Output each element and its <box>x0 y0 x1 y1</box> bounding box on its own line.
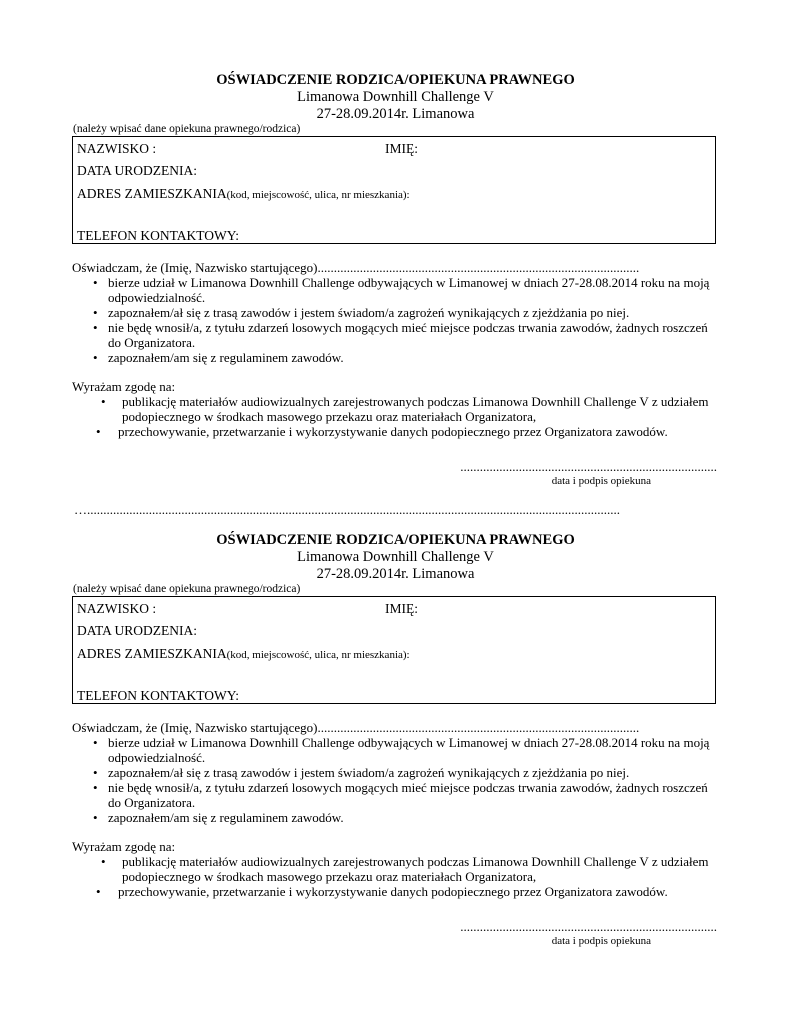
list-item: • publikację materiałów audiowizualnych zarejestrowanych podczas Limanowa Downhill Challenge V z udziałem podopiecznego w środkach masowego przekazu oraz materiałach Organizatora, <box>101 394 709 424</box>
event-name: Limanowa Downhill Challenge V <box>297 89 494 105</box>
declaration-intro: Oświadczam, że (Imię, Nazwisko startującego)................................................................................................... <box>72 720 640 735</box>
phone-label: TELEFON KONTAKTOWY: <box>77 228 240 243</box>
declaration-section <box>72 720 719 899</box>
address-hint: (kod, miejscowość, ulica, nr mieszkania): <box>226 649 410 661</box>
birth-date-label: DATA URODZENIA: <box>77 623 198 638</box>
list-item: • bierze udział w Limanowa Downhill Challenge odbywających w Limanowej w dniach 27-28.08.2014 roku na moją odpowiedzialność. <box>93 275 710 305</box>
consent-section <box>72 379 719 439</box>
signature-block <box>72 459 719 493</box>
list-item: • przechowywanie, przetwarzanie i wykorzystywanie danych podopiecznego przez Organizatora zawodów. <box>96 884 668 899</box>
event-name: Limanowa Downhill Challenge V <box>297 549 494 565</box>
name-label: IMIĘ: <box>385 141 418 156</box>
list-item: • zapoznałem/am się z regulaminem zawodów. <box>93 810 344 825</box>
consent-intro: Wyrażam zgodę na: <box>72 379 176 394</box>
consent-section <box>72 839 719 899</box>
signature-line: ............................................................................... <box>460 919 717 934</box>
form-title: OŚWIADCZENIE RODZICA/OPIEKUNA PRAWNEGO <box>216 72 575 88</box>
guardian-data-box <box>72 136 716 244</box>
list-item: • publikację materiałów audiowizualnych zarejestrowanych podczas Limanowa Downhill Challenge V z udziałem podopiecznego w środkach masowego przekazu oraz materiałach Organizatora, <box>101 854 709 884</box>
address-label: ADRES ZAMIESZKANIA(kod, miejscowość, ulica, nr mieszkania): <box>77 646 410 661</box>
declaration-list <box>72 735 719 825</box>
consent-intro: Wyrażam zgodę na: <box>72 839 176 854</box>
event-date-place: 27-28.09.2014r. Limanowa <box>316 106 475 122</box>
list-item: • nie będę wnosił/a, z tytułu zdarzeń losowych mogących mieć miejsce podczas trwania zawodów, żadnych roszczeń do Organizatora. <box>93 780 708 810</box>
list-item: • zapoznałem/ał się z trasą zawodów i jestem świadom/a zagrożeń wynikających z zjeżdżania po niej. <box>93 765 630 780</box>
declaration-form-2 <box>72 532 719 953</box>
birth-date-label: DATA URODZENIA: <box>77 163 198 178</box>
form-title: OŚWIADCZENIE RODZICA/OPIEKUNA PRAWNEGO <box>216 532 575 548</box>
consent-list <box>72 394 719 439</box>
signature-block <box>72 919 719 953</box>
consent-list <box>72 854 719 899</box>
guardian-note: (należy wpisać dane opiekuna prawnego/rodzica) <box>73 583 301 595</box>
address-label: ADRES ZAMIESZKANIA(kod, miejscowość, ulica, nr mieszkania): <box>77 186 410 201</box>
signature-caption: data i podpis opiekuna <box>551 935 651 947</box>
signature-caption: data i podpis opiekuna <box>551 475 651 487</box>
surname-label: NAZWISKO : <box>77 601 157 616</box>
signature-line: ............................................................................... <box>460 459 717 474</box>
address-hint: (kod, miejscowość, ulica, nr mieszkania): <box>226 189 410 201</box>
declaration-intro: Oświadczam, że (Imię, Nazwisko startującego)................................................................................................... <box>72 260 640 275</box>
declaration-section <box>72 260 719 439</box>
list-item: • zapoznałem/ał się z trasą zawodów i jestem świadom/a zagrożeń wynikających z zjeżdżania po niej. <box>93 305 630 320</box>
name-label: IMIĘ: <box>385 601 418 616</box>
list-item: • nie będę wnosił/a, z tytułu zdarzeń losowych mogących mieć miejsce podczas trwania zawodów, żadnych roszczeń do Organizatora. <box>93 320 708 350</box>
list-item: • bierze udział w Limanowa Downhill Challenge odbywających w Limanowej w dniach 27-28.08.2014 roku na moją odpowiedzialność. <box>93 735 710 765</box>
declaration-form-1 <box>72 72 719 493</box>
declaration-list <box>72 275 719 365</box>
list-item: • zapoznałem/am się z regulaminem zawodów. <box>93 350 344 365</box>
guardian-note: (należy wpisać dane opiekuna prawnego/rodzica) <box>73 123 301 135</box>
list-item: • przechowywanie, przetwarzanie i wykorzystywanie danych podopiecznego przez Organizatora zawodów. <box>96 424 668 439</box>
cut-line: ….................................................................................................................................................................... <box>74 502 620 517</box>
guardian-data-box <box>72 596 716 704</box>
surname-label: NAZWISKO : <box>77 141 157 156</box>
event-date-place: 27-28.09.2014r. Limanowa <box>316 566 475 582</box>
phone-label: TELEFON KONTAKTOWY: <box>77 688 240 703</box>
